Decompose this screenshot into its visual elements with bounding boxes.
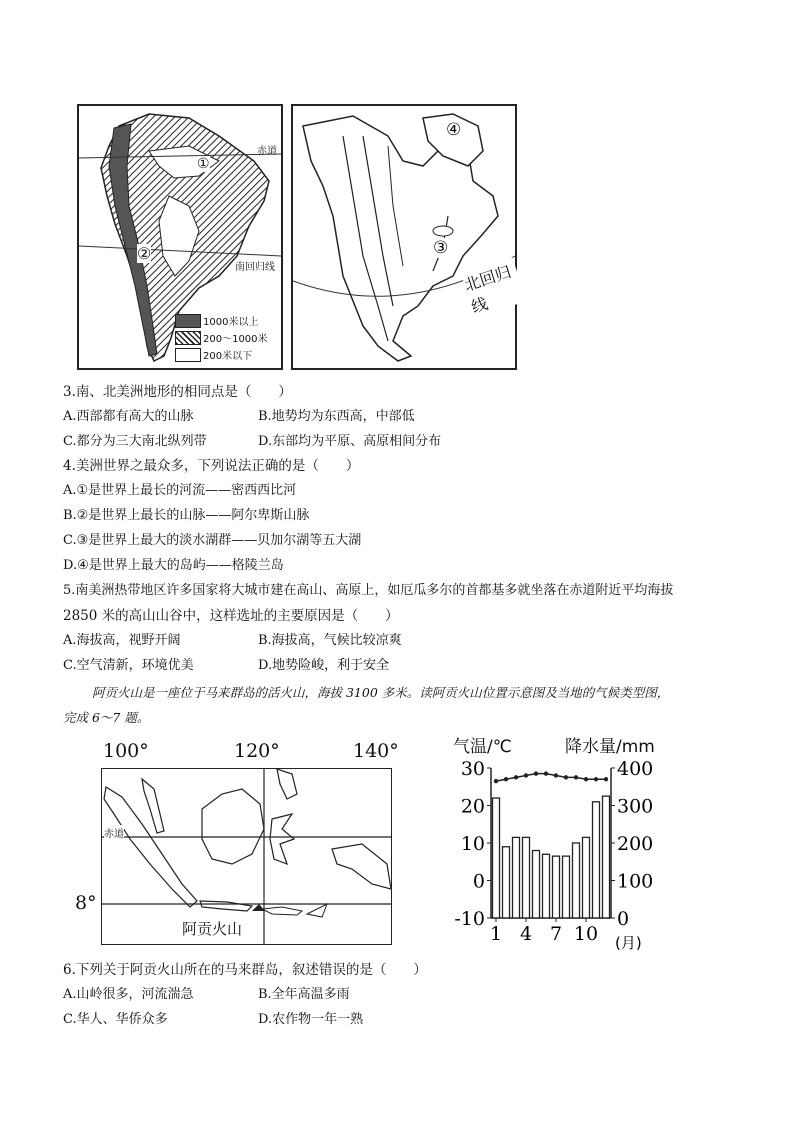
question-6-stem: 6.下列关于阿贡火山所在的马来群岛，叙述错误的是（ ） <box>63 962 427 978</box>
question-4-option-c[interactable]: C.③是世界上最大的淡水湖群——贝加尔湖等五大湖 <box>63 533 362 548</box>
precip-bar <box>543 854 550 918</box>
volcano-icon <box>252 904 265 911</box>
marker-4: ④ <box>446 120 462 140</box>
legend-swatch-hatched <box>175 331 201 345</box>
climate-chart-svg <box>445 760 675 952</box>
temp-point <box>514 775 518 779</box>
temp-point <box>494 779 498 783</box>
legend-item-low <box>175 346 279 363</box>
right-tick-label: 300 <box>617 795 654 818</box>
volcano-label: 阿贡火山 <box>182 920 243 938</box>
x-tick-label: 7 <box>549 923 563 945</box>
left-tick-label: 20 <box>460 795 485 818</box>
legend-item-mid <box>175 329 279 346</box>
temp-point <box>564 775 568 779</box>
temp-point <box>504 777 508 781</box>
tropic-label: 南回归线 <box>235 262 275 273</box>
question-5-stem-line-1: 5.南美洲热带地区许多国家将大城市建在高山、高原上，如厄瓜多尔的首都基多就坐落在赤道附近平均海拔 <box>63 583 674 598</box>
precip-bar <box>503 847 510 918</box>
left-tick-label: 10 <box>460 833 485 855</box>
lon-label-140: 140° <box>353 740 399 762</box>
legend-swatch-dark <box>175 314 201 328</box>
temp-point <box>544 771 548 775</box>
temp-axis-title: 气温/℃ <box>453 737 512 757</box>
right-tick-label: 400 <box>617 760 654 780</box>
precip-bar <box>533 851 540 919</box>
precip-bar <box>593 802 600 918</box>
x-tick-label: 10 <box>573 923 599 945</box>
equator-label: 赤道 <box>104 825 124 840</box>
precip-axis-title: 降水量/mm <box>565 737 655 757</box>
lon-label-120: 120° <box>234 740 280 762</box>
south-america-map <box>77 104 283 370</box>
temp-point <box>534 771 538 775</box>
question-3-stem: 3.南、北美洲地形的相同点是（ ） <box>63 384 292 400</box>
left-tick-label: -10 <box>454 908 485 930</box>
question-6-option-a[interactable]: A.山岭很多，河流湍急 <box>63 987 194 1002</box>
question-6-option-c[interactable]: C.华人、华侨众多 <box>63 1012 168 1027</box>
question-3-option-b[interactable]: B.地势均为东西高，中部低 <box>258 409 415 424</box>
question-6-option-b[interactable]: B.全年高温多雨 <box>258 987 350 1002</box>
map-legend <box>175 312 279 363</box>
question-5-option-d[interactable]: D.地势险峻，利于安全 <box>258 658 390 673</box>
temp-point <box>584 777 588 781</box>
temp-line <box>496 774 606 782</box>
x-tick-label: 4 <box>519 923 533 945</box>
precip-bar <box>513 837 520 918</box>
intro-line-1: 阿贡火山是一座位于马来群岛的活火山，海拔 3100 多米。读阿贡火山位置示意图及当地的气候类型图， <box>92 685 670 700</box>
climate-chart <box>445 732 675 952</box>
right-tick-label: 0 <box>617 908 630 930</box>
question-5-option-a[interactable]: A.海拔高，视野开阔 <box>63 633 181 648</box>
precip-bar <box>493 798 500 918</box>
right-tick-label: 100 <box>617 870 654 893</box>
question-5-option-c[interactable]: C.空气清新，环境优美 <box>63 658 194 673</box>
equator-label: 赤道 <box>257 146 277 157</box>
left-tick-label: 30 <box>460 760 485 780</box>
north-america-map-drawing <box>293 106 515 368</box>
temp-point <box>594 777 598 781</box>
question-4-option-b[interactable]: B.②是世界上最长的山脉——阿尔卑斯山脉 <box>63 508 310 523</box>
map-drawing <box>102 769 391 944</box>
precip-bar <box>583 837 590 918</box>
question-3-option-a[interactable]: A.西部都有高大的山脉 <box>63 409 194 424</box>
temp-point <box>574 775 578 779</box>
north-america-map <box>291 104 517 370</box>
agung-location-map <box>75 740 405 950</box>
question-4-option-d[interactable]: D.④是世界上最大的岛屿——格陵兰岛 <box>63 558 284 573</box>
temp-point <box>604 777 608 781</box>
x-tick-label: 1 <box>489 923 503 945</box>
legend-label: 200米以下 <box>203 351 253 362</box>
month-unit-label: (月) <box>615 934 642 952</box>
legend-item-high <box>175 312 279 329</box>
left-tick-label: 0 <box>472 870 485 893</box>
marker-1: ① <box>197 156 210 172</box>
lon-label-100: 100° <box>103 740 149 762</box>
question-6-option-d[interactable]: D.农作物一年一熟 <box>258 1012 364 1027</box>
map-frame <box>101 768 392 945</box>
question-3-option-d[interactable]: D.东部均为平原、高原相间分布 <box>258 434 442 449</box>
precip-bar <box>603 796 610 918</box>
legend-swatch-white <box>175 348 201 362</box>
question-4-option-a[interactable]: A.①是世界上最长的河流——密西西比河 <box>63 483 297 498</box>
precip-bar <box>563 856 570 918</box>
right-tick-label: 200 <box>617 833 654 855</box>
precip-bar <box>523 837 530 918</box>
precip-bar <box>553 856 560 918</box>
marker-3: ③ <box>433 238 449 258</box>
question-4-stem: 4.美洲世界之最众多，下列说法正确的是（ ） <box>63 458 360 474</box>
lat-label-8: 8° <box>75 892 97 914</box>
temp-point <box>554 773 558 777</box>
temp-point <box>524 773 528 777</box>
question-5-option-b[interactable]: B.海拔高，气候比较凉爽 <box>258 633 402 648</box>
question-3-option-c[interactable]: C.都分为三大南北纵列带 <box>63 434 207 449</box>
legend-label: 1000米以上 <box>203 317 259 328</box>
tropic-label: 北回归线 <box>461 257 527 317</box>
legend-label: 200～1000米 <box>203 334 268 345</box>
question-5-stem-line-2: 2850 米的高山山谷中，这样选址的主要原因是（ ） <box>63 608 399 624</box>
marker-2: ② <box>137 244 152 263</box>
intro-line-2: 完成 6～7 题。 <box>63 710 150 725</box>
precip-bar <box>573 843 580 918</box>
